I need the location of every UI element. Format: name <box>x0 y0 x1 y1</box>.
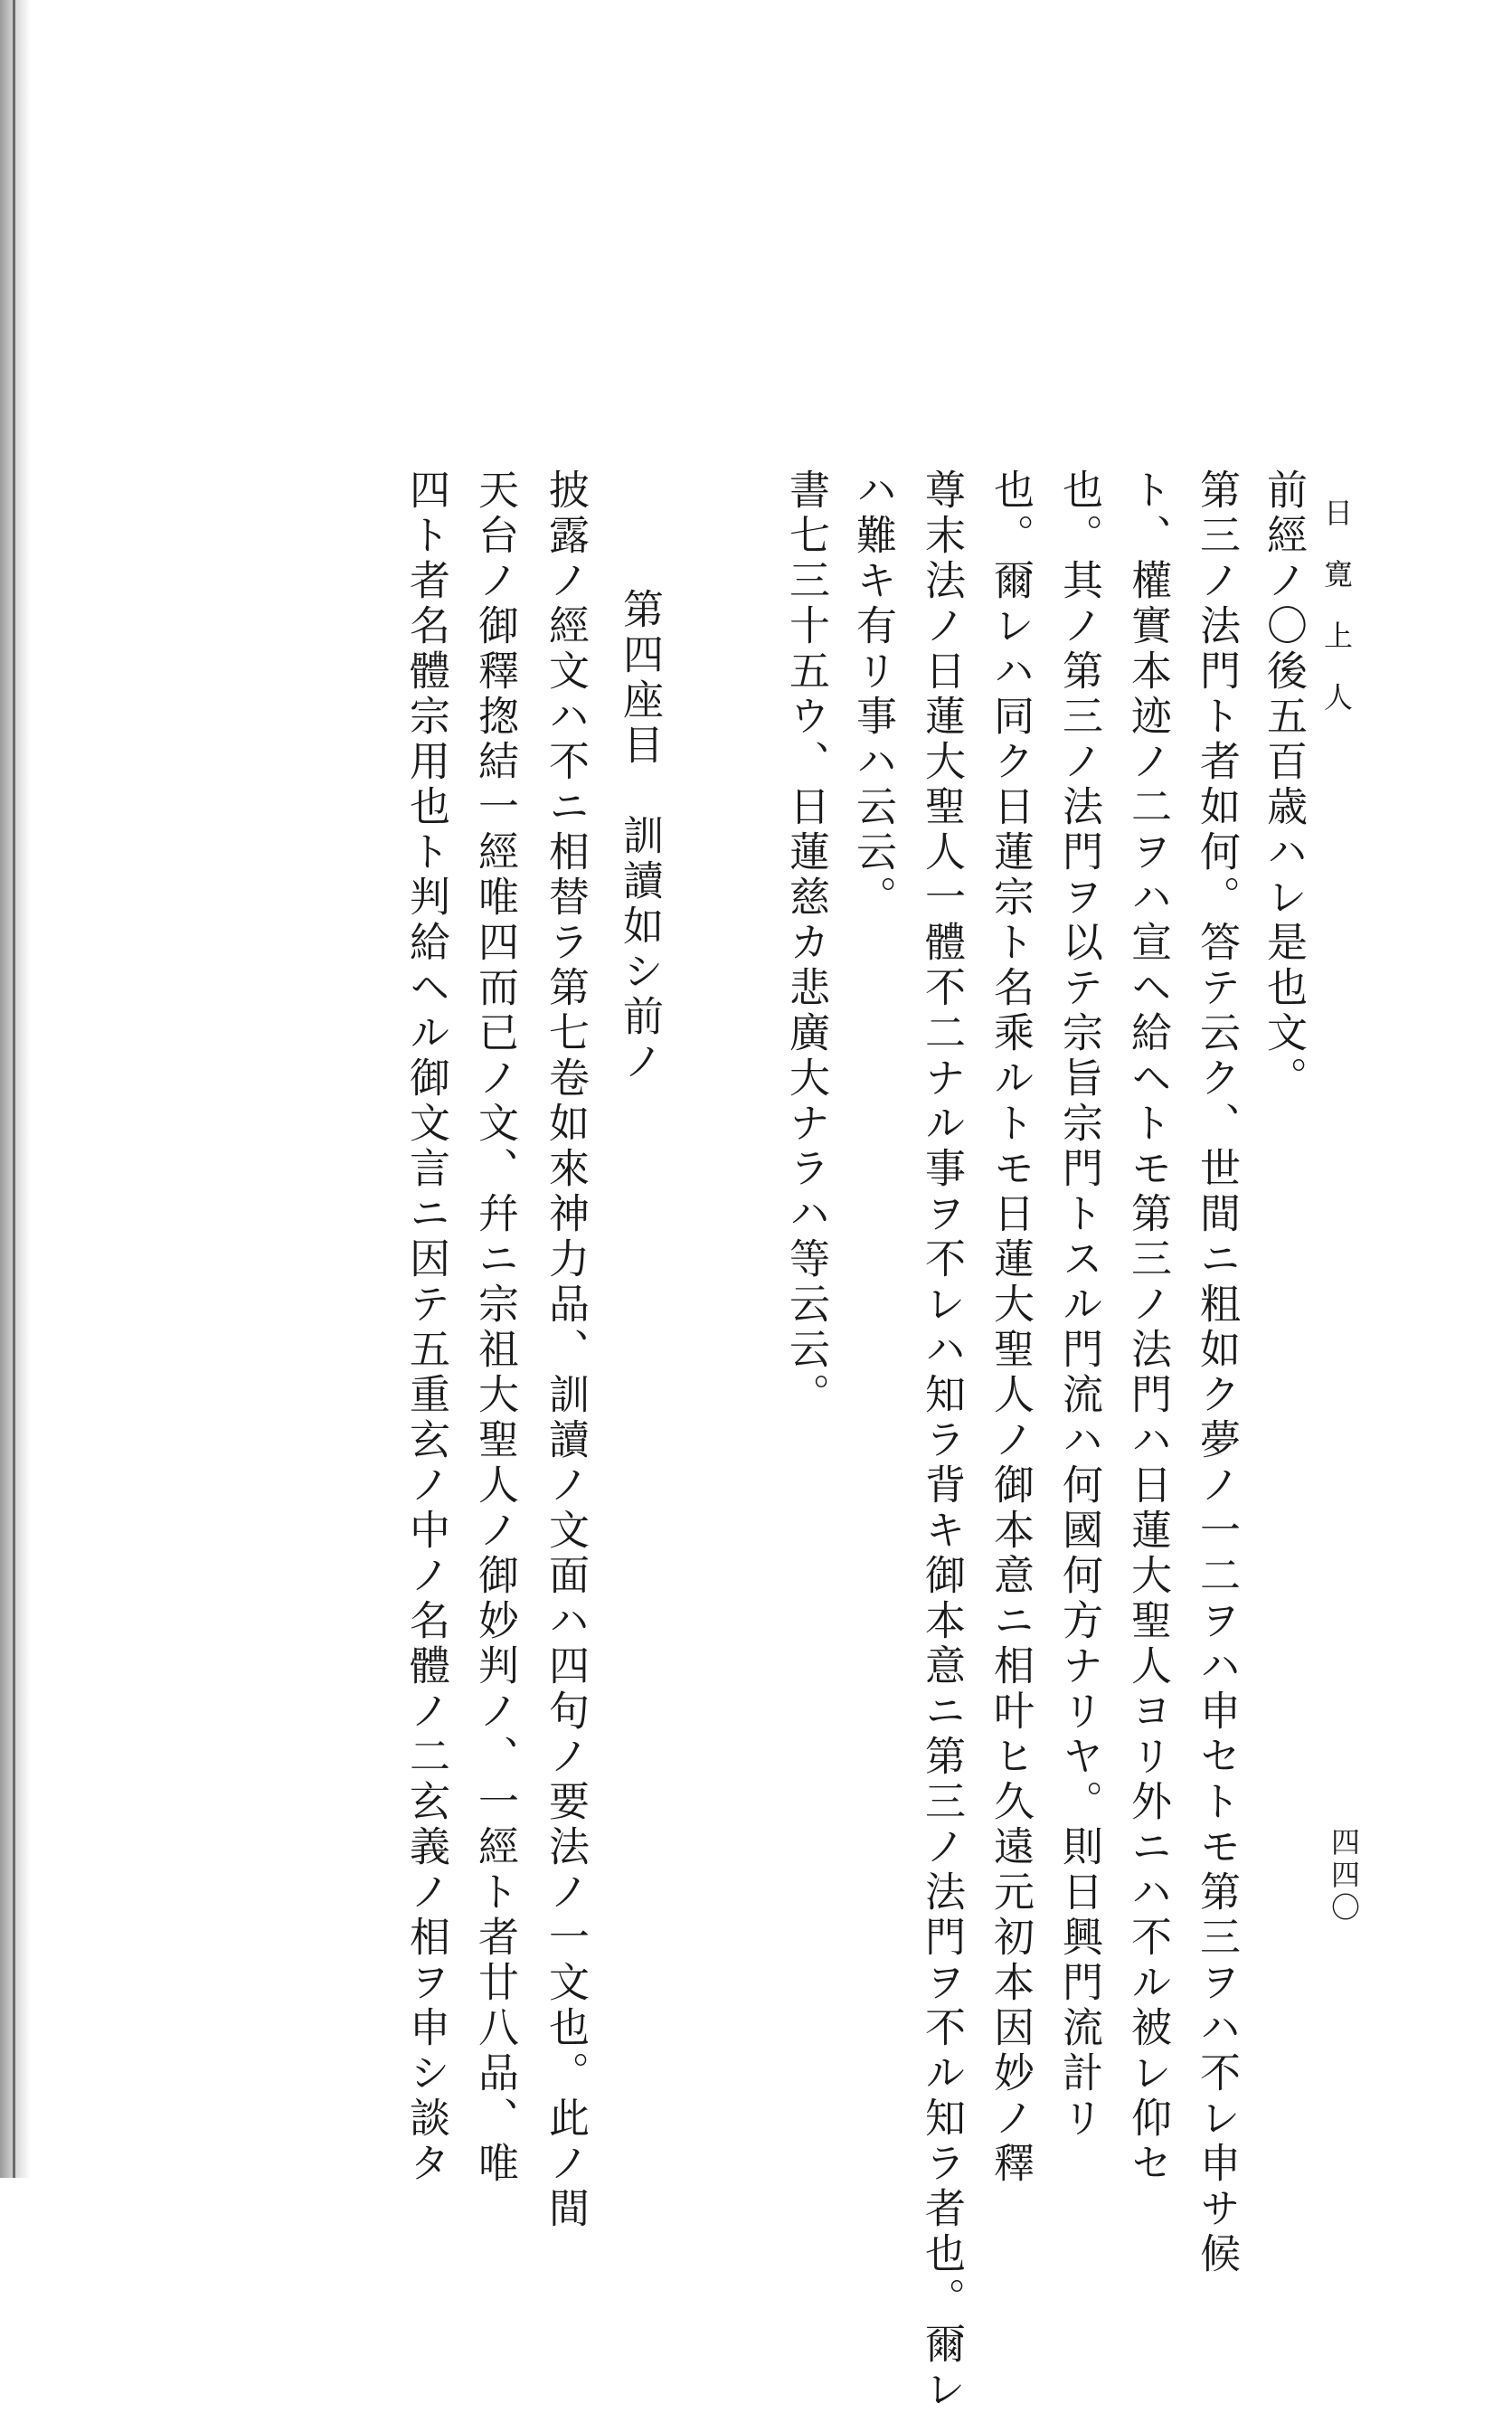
text-column-10: 披露ノ經文ハ不ニ相替ラ第七卷如來神力品、訓讀ノ文面ハ四句ノ要法ノ一文也。此ノ間 <box>542 468 590 2232</box>
text-column-12: 四ト者名體宗用也ト判給ヘル御文言ニ因テ五重玄ノ中ノ名體ノ二玄義ノ相ヲ申シ談タ <box>402 468 450 2187</box>
section-heading: 第四座目 訓讀如シ前ノ <box>616 588 664 1085</box>
text-column-7: ハ難キ有リ事ハ云云。 <box>849 468 897 921</box>
page-number: 四四〇 <box>1327 1827 1361 1925</box>
text-column-3: ト、權實本迹ノ二ヲハ宣ヘ給ヘトモ第三ノ法門ハ日蓮大聖人ヨリ外ニハ不ル被レ仰セ <box>1124 468 1172 2187</box>
text-column-11: 天台ノ御釋揔結一經唯四而已ノ文、幷ニ宗祖大聖人ノ御妙判ノ、一經ト者廿八品、唯 <box>471 468 519 2187</box>
text-column-8: 書七三十五ウ、日蓮慈カ悲廣大ナラハ等云云。 <box>782 468 830 1418</box>
book-title: 日寛上人 <box>1319 497 1354 743</box>
text-column-6: 尊末法ノ日蓮大聖人一體不二ナル事ヲ不レハ知ラ背キ御本意ニ第三ノ法門ヲ不ル知ラ者也。爾レ <box>918 468 966 2413</box>
binding-line <box>13 0 15 2178</box>
text-column-5: 也。爾レハ同ク日蓮宗ト名乘ルトモ日蓮大聖人ノ御本意ニ相叶ヒ久遠元初本因妙ノ釋 <box>987 468 1035 2187</box>
text-column-2: 第三ノ法門ト者如何。答テ云ク、世間ニ粗如ク夢ノ一二ヲハ申セトモ第三ヲハ不レ申サ候 <box>1193 468 1241 2277</box>
binding-shadow <box>0 0 31 2178</box>
text-column-1: 前經ノ〇後五百歳ハレ是也文。 <box>1260 468 1308 1102</box>
text-column-4: 也。其ノ第三ノ法門ヲ以テ宗旨宗門トスル門流ハ何國何方ナリヤ。則日興門流計リ <box>1055 468 1103 2142</box>
text-columns <box>165 0 1308 2413</box>
